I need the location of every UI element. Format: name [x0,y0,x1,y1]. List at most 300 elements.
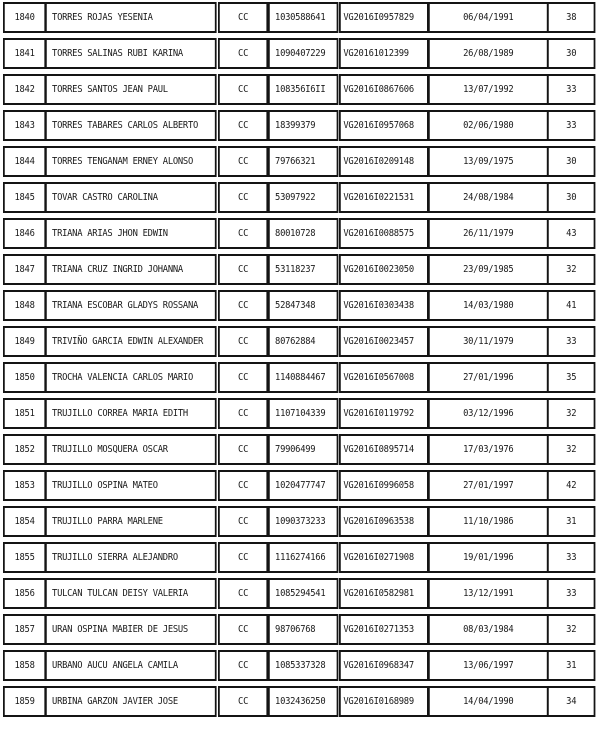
document-type-cell [218,146,268,177]
full-name-cell [45,2,217,33]
full-name-cell [45,326,217,357]
age-cell [547,74,595,105]
row-number-cell-text: 1843 [14,120,35,131]
date-cell [428,650,549,681]
age-cell [547,146,595,177]
registration-code-cell-text: VG2016I0895714 [343,444,414,455]
date-cell-text: 14/03/1980 [463,300,514,311]
document-id-cell [268,614,338,645]
date-cell [428,38,549,69]
registration-code-cell [339,650,429,681]
row-number-cell [3,110,46,141]
age-cell-text: 33 [566,552,577,563]
document-id-cell-text: 1032436250 [275,696,326,707]
date-cell [428,2,549,33]
document-type-cell-text: CC [238,120,249,131]
full-name-cell-text: TRIANA CRUZ INGRID JOHANNA [52,264,183,275]
document-id-cell-text: 18399379 [275,120,316,131]
date-cell [428,506,549,537]
document-type-cell-text: CC [238,372,249,383]
row-number-cell [3,470,46,501]
date-cell-text: 26/08/1989 [463,48,514,59]
full-name-cell [45,434,217,465]
row-number-cell [3,614,46,645]
row-number-cell-text: 1845 [14,192,35,203]
row-number-cell-text: 1857 [14,624,35,635]
age-cell [547,254,595,285]
row-number-cell [3,146,46,177]
date-cell-text: 23/09/1985 [463,264,514,275]
document-id-cell [268,434,338,465]
age-cell [547,2,595,33]
document-id-cell [268,2,338,33]
document-type-cell [218,74,268,105]
date-cell [428,74,549,105]
full-name-cell-text: TORRES SALINAS RUBI KARINA [52,48,183,59]
date-cell [428,254,549,285]
registration-code-cell-text: VG2016I0957829 [343,12,414,23]
row-number-cell [3,290,46,321]
full-name-cell [45,506,217,537]
table-row [0,504,604,539]
age-cell [547,362,595,393]
full-name-cell-text: TROCHA VALENCIA CARLOS MARIO [52,372,194,383]
row-number-cell-text: 1851 [14,408,35,419]
table-row [0,360,604,395]
row-number-cell-text: 1844 [14,156,35,167]
document-type-cell-text: CC [238,480,249,491]
document-id-cell-text: 80010728 [275,228,316,239]
registration-code-cell [339,578,429,609]
document-id-cell [268,110,338,141]
registration-code-cell [339,506,429,537]
date-cell [428,578,549,609]
document-id-cell-text: 1085294541 [275,588,326,599]
table-row [0,288,604,323]
full-name-cell [45,470,217,501]
full-name-cell-text: TRUJILLO MOSQUERA OSCAR [52,444,168,455]
age-cell-text: 41 [566,300,577,311]
document-type-cell-text: CC [238,300,249,311]
full-name-cell-text: TRUJILLO PARRA MARLENE [52,516,163,527]
row-number-cell-text: 1849 [14,336,35,347]
document-id-cell-text: 1090373233 [275,516,326,527]
registration-code-cell [339,182,429,213]
document-type-cell [218,614,268,645]
registration-code-cell-text: VG2016I0303438 [343,300,414,311]
full-name-cell-text: TRUJILLO CORREA MARIA EDITH [52,408,188,419]
document-type-cell [218,110,268,141]
registration-code-cell-text: VG2016I0567008 [343,372,414,383]
document-id-cell-text: 1140884467 [275,372,326,383]
row-number-cell-text: 1859 [14,696,35,707]
date-cell-text: 30/11/1979 [463,336,514,347]
date-cell [428,542,549,573]
registration-code-cell-text: VG2016I0119792 [343,408,414,419]
age-cell [547,326,595,357]
registration-code-cell [339,542,429,573]
age-cell-text: 31 [566,516,577,527]
document-type-cell-text: CC [238,516,249,527]
registration-code-cell-text: VG20161012399 [343,48,409,59]
registration-code-cell [339,110,429,141]
document-type-cell-text: CC [238,264,249,275]
registration-code-cell-text: VG2016I0271353 [343,624,414,635]
registration-code-cell-text: VG2016I0168989 [343,696,414,707]
document-id-cell [268,74,338,105]
document-type-cell-text: CC [238,408,249,419]
full-name-cell [45,254,217,285]
registration-code-cell-text: VG2016I0209148 [343,156,414,167]
age-cell [547,398,595,429]
document-id-cell-text: 108356I6II [275,84,326,95]
registration-code-cell-text: VG2016I0088575 [343,228,414,239]
age-cell-text: 33 [566,84,577,95]
registration-code-cell-text: VG2016I0996058 [343,480,414,491]
date-cell-text: 11/10/1986 [463,516,514,527]
table-row [0,540,604,575]
full-name-cell-text: TORRES SANTOS JEAN PAUL [52,84,168,95]
registration-code-cell [339,614,429,645]
row-number-cell-text: 1856 [14,588,35,599]
date-cell-text: 13/12/1991 [463,588,514,599]
row-number-cell-text: 1853 [14,480,35,491]
full-name-cell-text: TRIVIÑO GARCIA EDWIN ALEXANDER [52,336,204,347]
table-row [0,576,604,611]
date-cell-text: 03/12/1996 [463,408,514,419]
document-id-cell-text: 1085337328 [275,660,326,671]
date-cell [428,326,549,357]
date-cell [428,146,549,177]
full-name-cell [45,686,217,717]
table-row [0,108,604,143]
document-type-cell-text: CC [238,588,249,599]
age-cell [547,38,595,69]
document-id-cell [268,686,338,717]
document-type-cell [218,218,268,249]
age-cell-text: 42 [566,480,577,491]
full-name-cell-text: URBINA GARZON JAVIER JOSE [52,696,178,707]
date-cell [428,218,549,249]
row-number-cell-text: 1858 [14,660,35,671]
document-type-cell-text: CC [238,228,249,239]
document-id-cell-text: 52847348 [275,300,316,311]
age-cell [547,506,595,537]
full-name-cell [45,110,217,141]
document-type-cell-text: CC [238,48,249,59]
document-type-cell [218,362,268,393]
document-type-cell-text: CC [238,192,249,203]
full-name-cell [45,182,217,213]
document-id-cell-text: 1030588641 [275,12,326,23]
registration-code-cell [339,686,429,717]
row-number-cell-text: 1841 [14,48,35,59]
date-cell-text: 02/06/1980 [463,120,514,131]
age-cell-text: 31 [566,660,577,671]
full-name-cell-text: TRIANA ESCOBAR GLADYS ROSSANA [52,300,199,311]
age-cell-text: 38 [566,12,577,23]
row-number-cell [3,578,46,609]
document-type-cell [218,650,268,681]
registration-code-cell [339,290,429,321]
document-id-cell-text: 1090407229 [275,48,326,59]
date-cell [428,614,549,645]
date-cell-text: 19/01/1996 [463,552,514,563]
document-type-cell [218,542,268,573]
full-name-cell [45,74,217,105]
full-name-cell [45,398,217,429]
age-cell [547,434,595,465]
date-cell-text: 27/01/1996 [463,372,514,383]
document-type-cell [218,38,268,69]
document-type-cell [218,290,268,321]
table-row [0,180,604,215]
full-name-cell [45,614,217,645]
table-row [0,36,604,71]
document-type-cell-text: CC [238,624,249,635]
full-name-cell-text: URAN OSPINA MABIER DE JESUS [52,624,188,635]
registration-code-cell [339,434,429,465]
registration-code-cell [339,398,429,429]
document-id-cell-text: 79766321 [275,156,316,167]
row-number-cell [3,326,46,357]
document-type-cell [218,506,268,537]
row-number-cell [3,506,46,537]
full-name-cell-text: URBANO AUCU ANGELA CAMILA [52,660,178,671]
date-cell [428,182,549,213]
date-cell [428,362,549,393]
table-row [0,216,604,251]
registration-code-cell [339,470,429,501]
row-number-cell-text: 1854 [14,516,35,527]
age-cell [547,650,595,681]
document-id-cell [268,218,338,249]
full-name-cell-text: TRUJILLO SIERRA ALEJANDRO [52,552,178,563]
registration-code-cell-text: VG2016I0023457 [343,336,414,347]
full-name-cell-text: TRUJILLO OSPINA MATEO [52,480,158,491]
row-number-cell-text: 1848 [14,300,35,311]
age-cell-text: 30 [566,48,577,59]
table-row [0,432,604,467]
registration-code-cell [339,326,429,357]
document-id-cell [268,146,338,177]
row-number-cell-text: 1846 [14,228,35,239]
age-cell [547,470,595,501]
row-number-cell [3,182,46,213]
row-number-cell [3,74,46,105]
document-type-cell-text: CC [238,696,249,707]
document-id-cell-text: 80762884 [275,336,316,347]
document-type-cell [218,434,268,465]
document-type-cell [218,398,268,429]
full-name-cell [45,578,217,609]
date-cell-text: 27/01/1997 [463,480,514,491]
age-cell-text: 43 [566,228,577,239]
row-number-cell [3,398,46,429]
age-cell [547,290,595,321]
document-type-cell [218,326,268,357]
row-number-cell-text: 1840 [14,12,35,23]
registration-code-cell-text: VG2016I0271908 [343,552,414,563]
row-number-cell-text: 1852 [14,444,35,455]
row-number-cell [3,38,46,69]
age-cell-text: 33 [566,588,577,599]
full-name-cell-text: TOVAR CASTRO CAROLINA [52,192,158,203]
registration-code-cell-text: VG2016I0023050 [343,264,414,275]
age-cell-text: 34 [566,696,577,707]
age-cell [547,614,595,645]
row-number-cell [3,2,46,33]
registration-code-cell [339,38,429,69]
row-number-cell [3,254,46,285]
table-row [0,144,604,179]
age-cell-text: 35 [566,372,577,383]
document-id-cell [268,650,338,681]
date-cell-text: 14/04/1990 [463,696,514,707]
age-cell-text: 33 [566,120,577,131]
document-type-cell-text: CC [238,660,249,671]
document-id-cell-text: 53118237 [275,264,316,275]
date-cell-text: 13/09/1975 [463,156,514,167]
row-number-cell-text: 1855 [14,552,35,563]
date-cell-text: 06/04/1991 [463,12,514,23]
date-cell [428,398,549,429]
document-type-cell [218,2,268,33]
table-row [0,684,604,719]
date-cell [428,686,549,717]
table-row [0,0,604,35]
table-row [0,612,604,647]
age-cell [547,218,595,249]
registration-code-cell [339,362,429,393]
date-cell [428,290,549,321]
document-type-cell-text: CC [238,156,249,167]
document-id-cell-text: 53097922 [275,192,316,203]
age-cell-text: 32 [566,264,577,275]
full-name-cell [45,362,217,393]
date-cell-text: 13/06/1997 [463,660,514,671]
date-cell-text: 24/08/1984 [463,192,514,203]
table-row [0,72,604,107]
table-row [0,396,604,431]
registration-code-cell-text: VG2016I0867606 [343,84,414,95]
table-row [0,252,604,287]
document-type-cell-text: CC [238,552,249,563]
document-id-cell-text: 1107104339 [275,408,326,419]
document-type-cell-text: CC [238,12,249,23]
document-type-cell-text: CC [238,444,249,455]
registration-code-cell-text: VG2016I0221531 [343,192,414,203]
document-id-cell [268,506,338,537]
row-number-cell [3,218,46,249]
table-row [0,648,604,683]
age-cell-text: 33 [566,336,577,347]
row-number-cell [3,434,46,465]
row-number-cell [3,686,46,717]
document-type-cell [218,578,268,609]
full-name-cell [45,38,217,69]
full-name-cell [45,146,217,177]
full-name-cell-text: TORRES ROJAS YESENIA [52,12,153,23]
document-id-cell-text: 98706768 [275,624,316,635]
age-cell [547,110,595,141]
full-name-cell [45,218,217,249]
document-type-cell-text: CC [238,336,249,347]
age-cell [547,542,595,573]
document-id-cell-text: 1020477747 [275,480,326,491]
document-id-cell [268,578,338,609]
document-id-cell-text: 1116274166 [275,552,326,563]
document-type-cell [218,182,268,213]
document-id-cell [268,290,338,321]
table-row [0,468,604,503]
document-id-cell [268,362,338,393]
age-cell-text: 30 [566,156,577,167]
document-type-cell-text: CC [238,84,249,95]
document-type-cell [218,686,268,717]
date-cell-text: 13/07/1992 [463,84,514,95]
full-name-cell [45,542,217,573]
full-name-cell-text: TORRES TENGANAM ERNEY ALONSO [52,156,194,167]
registration-code-cell [339,146,429,177]
date-cell-text: 08/03/1984 [463,624,514,635]
document-id-cell [268,254,338,285]
table-row [0,324,604,359]
age-cell-text: 30 [566,192,577,203]
row-number-cell-text: 1850 [14,372,35,383]
age-cell [547,578,595,609]
full-name-cell [45,650,217,681]
document-id-cell [268,326,338,357]
row-number-cell-text: 1842 [14,84,35,95]
row-number-cell [3,362,46,393]
age-cell [547,686,595,717]
date-cell [428,110,549,141]
registration-code-cell [339,254,429,285]
document-id-cell [268,470,338,501]
document-id-cell [268,542,338,573]
full-name-cell-text: TRIANA ARIAS JHON EDWIN [52,228,168,239]
age-cell [547,182,595,213]
document-id-cell [268,38,338,69]
row-number-cell [3,650,46,681]
row-number-cell [3,542,46,573]
document-type-cell [218,254,268,285]
full-name-cell-text: TULCAN TULCAN DEISY VALERIA [52,588,188,599]
document-id-cell [268,398,338,429]
age-cell-text: 32 [566,444,577,455]
date-cell [428,434,549,465]
registration-code-cell-text: VG2016I0963538 [343,516,414,527]
date-cell-text: 17/03/1976 [463,444,514,455]
registration-code-cell-text: VG2016I0968347 [343,660,414,671]
full-name-cell [45,290,217,321]
registration-code-cell [339,218,429,249]
age-cell-text: 32 [566,408,577,419]
age-cell-text: 32 [566,624,577,635]
registration-code-cell [339,74,429,105]
document-type-cell [218,470,268,501]
registration-code-cell-text: VG2016I0957068 [343,120,414,131]
row-number-cell-text: 1847 [14,264,35,275]
document-id-cell [268,182,338,213]
date-cell-text: 26/11/1979 [463,228,514,239]
document-id-cell-text: 79906499 [275,444,316,455]
full-name-cell-text: TORRES TABARES CARLOS ALBERTO [52,120,199,131]
registration-code-cell [339,2,429,33]
registration-code-cell-text: VG2016I0582981 [343,588,414,599]
date-cell [428,470,549,501]
